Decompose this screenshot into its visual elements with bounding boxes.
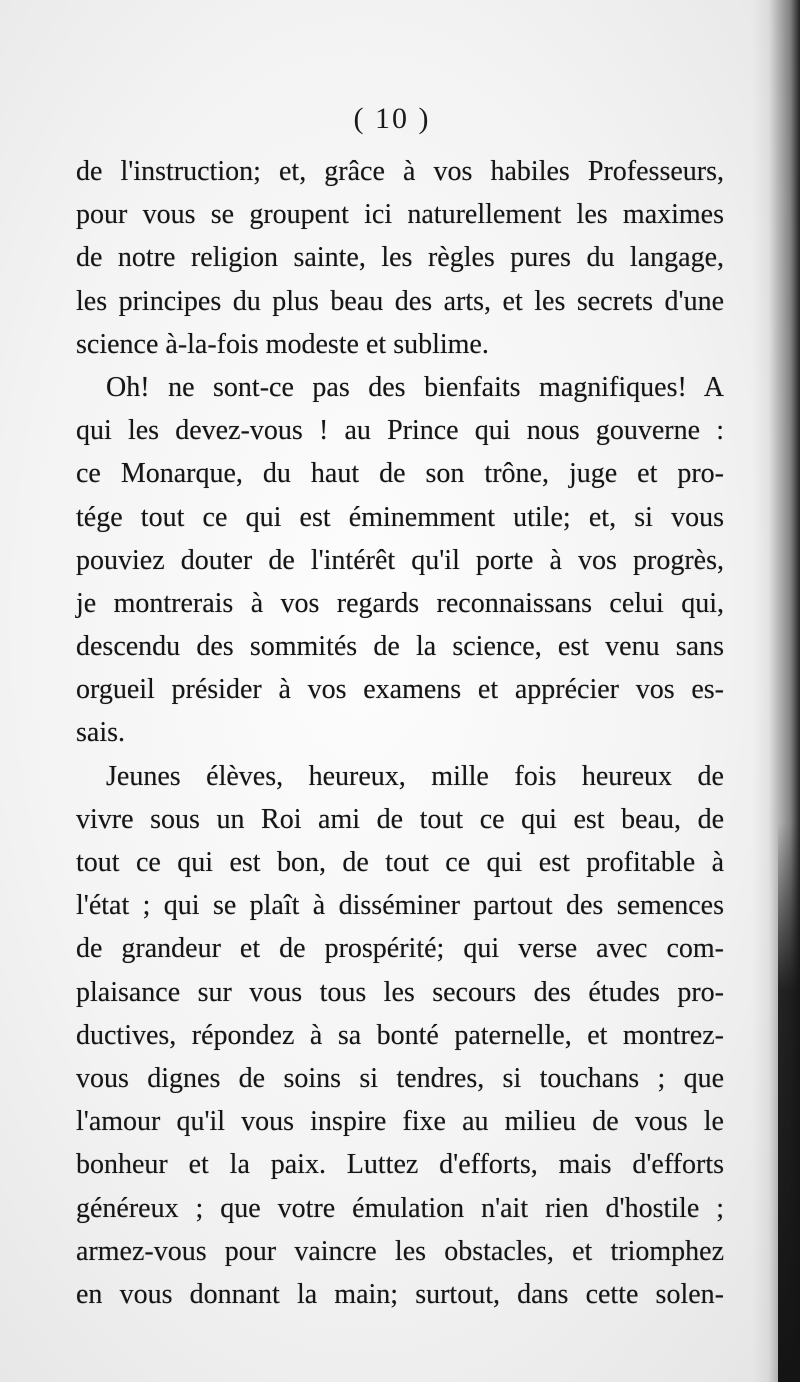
text-line: pour vous se groupent ici naturellement les maximes xyxy=(76,199,724,231)
text-line: ce Monarque, du haut de son trône, juge et pro- xyxy=(76,458,724,490)
text-line: de grandeur et de prospérité; qui verse avec com- xyxy=(76,933,724,965)
text-line: tout ce qui est bon, de tout ce qui est profitable à xyxy=(76,847,724,878)
text-line: ductives, répondez à sa bonté paternelle, et montrez- xyxy=(76,1019,724,1051)
text-line: pouviez douter de l'intérêt qu'il porte à vos progrès, xyxy=(76,544,724,576)
text-line: de l'instruction; et, grâce à vos habiles Professeurs, xyxy=(76,156,724,187)
text-line: tége tout ce qui est éminemment utile; et, si vous xyxy=(76,501,724,533)
page-number: ( 10 ) xyxy=(353,102,431,135)
text-line: vivre sous un Roi ami de tout ce qui est beau, de xyxy=(76,803,724,835)
text-line: l'amour qu'il vous inspire fixe au milieu de vous le xyxy=(76,1106,724,1138)
text-line: bonheur et la paix. Luttez d'efforts, mais d'efforts xyxy=(76,1149,724,1181)
text-line: qui les devez-vous ! au Prince qui nous gouverne : xyxy=(76,415,724,447)
text-line-paragraph-start: Oh! ne sont-ce pas des bienfaits magnifiques! A xyxy=(106,371,724,403)
page-edge-dark xyxy=(778,822,800,1382)
text-line: armez-vous pour vaincre les obstacles, et triomphez xyxy=(76,1235,724,1267)
text-line-paragraph-start: Jeunes élèves, heureux, mille fois heureux de xyxy=(106,760,724,792)
text-line: l'état ; qui se plaît à disséminer partout des semences xyxy=(76,890,724,922)
text-line: de notre religion sainte, les règles pures du langage, xyxy=(76,242,724,274)
text-line-paragraph-end: sais. xyxy=(76,717,125,749)
text-line: généreux ; que votre émulation n'ait rien d'hostile ; xyxy=(76,1192,724,1224)
text-line: orgueil présider à vos examens et apprécier vos es- xyxy=(76,674,724,706)
text-line: je montrerais à vos regards reconnaissans celui qui, xyxy=(76,587,724,619)
body-text xyxy=(76,150,724,1316)
text-line-paragraph-end: science à-la-fois modeste et sublime. xyxy=(76,328,489,360)
text-line: vous dignes de soins si tendres, si touchans ; que xyxy=(76,1062,724,1094)
text-line: en vous donnant la main; surtout, dans cette solen- xyxy=(76,1278,724,1310)
text-line: les principes du plus beau des arts, et les secrets d'une xyxy=(76,285,724,317)
text-line: descendu des sommités de la science, est venu sans xyxy=(76,631,724,663)
text-line: plaisance sur vous tous les secours des études pro- xyxy=(76,976,724,1008)
